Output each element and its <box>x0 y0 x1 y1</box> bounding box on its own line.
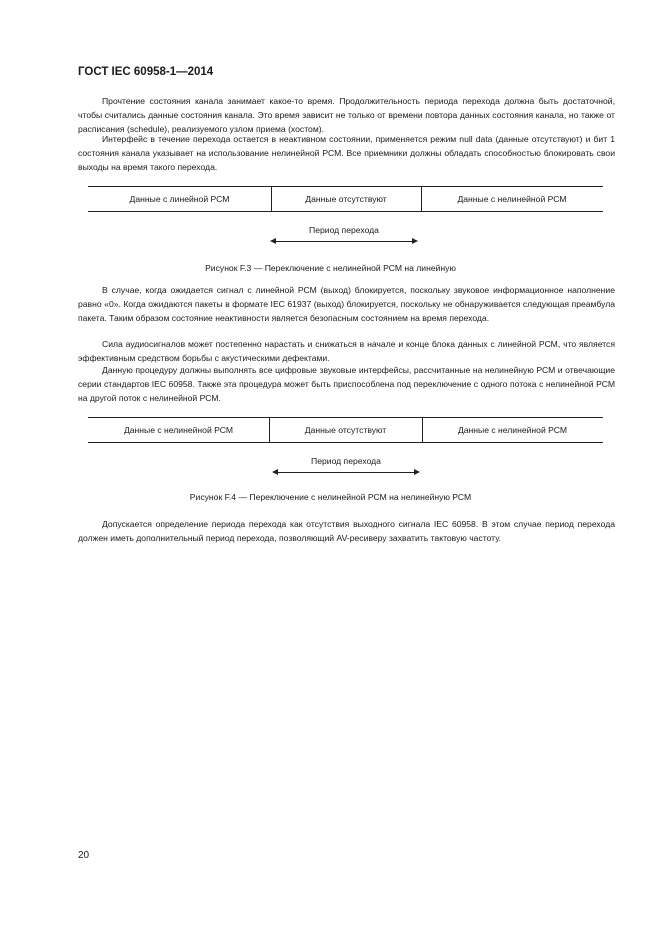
paragraph: Данную процедуру должны выполнять все цифровые звуковые интерфейсы, рассчитанные на нелинейную РСМ и отвечающие серии стандартов IEC 60958. Также эта процедура может быть приспособлена под переключение с одного потока с нелинейной РСМ на другой поток с нелинейной РСМ. <box>78 365 615 403</box>
figure-f3-transition-arrow <box>270 225 418 247</box>
paragraph: Прочтение состояния канала занимает какое-то время. Продолжительность периода перехода должна быть достаточной, чтобы считались данные состояния канала. Это время зависит не только от времени повтора данных состояния канала, но также от расписания (schedule), реализуемого узлом приема (хостом). <box>78 96 615 134</box>
arrow-right-icon <box>412 238 418 244</box>
figure-f4-transition-arrow <box>272 456 420 478</box>
figure-f3-cell-nonlinear: Данные с нелинейной РСМ <box>457 194 567 204</box>
figure-f4-cell-no-data: Данные отсутствуют <box>304 425 387 435</box>
arrow-right-icon <box>414 469 420 475</box>
paragraph: Допускается определение периода перехода как отсутствия выходного сигнала IEC 60958. В этом случае период перехода должен иметь дополнительный период перехода, позволяющий AV-ресиверу захватить тактовую частоту. <box>78 519 615 543</box>
figure-f4-arrow-label: Период перехода <box>311 456 381 466</box>
figure-f4-diagram <box>88 417 603 443</box>
figure-f3-cell-no-data: Данные отсутствуют <box>305 194 387 204</box>
paragraph: Сила аудиосигналов может постепенно нарастать и снижаться в начале и конце блока данных с линейной РСМ, что является эффективным средством борьбы с акустическими дефектами. <box>78 339 615 363</box>
figure-f3-cell-linear: Данные с линейной РСМ <box>129 194 230 204</box>
figure-f3-diagram <box>88 186 603 212</box>
arrow-left-icon <box>272 469 278 475</box>
figure-f4-cell-nonlinear-2: Данные с нелинейной РСМ <box>457 425 568 435</box>
paragraph: Интерфейс в течение перехода остается в неактивном состоянии, применяется режим null data (данные отсутствуют) и бит 1 состояния канала указывает на использование нелинейной РСМ. Все приемники должны обладать способностью блокировать свои выходы на время такого перехода. <box>78 134 615 172</box>
figure-f3-arrow-label: Период перехода <box>309 225 379 235</box>
document-header: ГОСТ IEC 60958-1—2014 <box>78 66 214 78</box>
paragraph: В случае, когда ожидается сигнал с линейной РСМ (выход) блокируется, поскольку звуковое информационное наполнение равно «0». Когда ожидаются пакеты в формате IEC 61937 (выход) блокируется, поскольку не обнаруживается следующая преамбула пакета. Таким образом состояние неактивности является безопасным состоянием на время перехода. <box>78 285 615 323</box>
figure-f3-caption: Рисунок F.3 — Переключение с нелинейной РСМ на линейную <box>205 263 456 273</box>
figure-f4-cell-nonlinear-1: Данные с нелинейной РСМ <box>123 425 234 435</box>
arrow-left-icon <box>270 238 276 244</box>
page-number: 20 <box>78 850 90 861</box>
figure-f4-caption: Рисунок F.4 — Переключение с нелинейной РСМ на нелинейную РСМ <box>189 492 472 502</box>
